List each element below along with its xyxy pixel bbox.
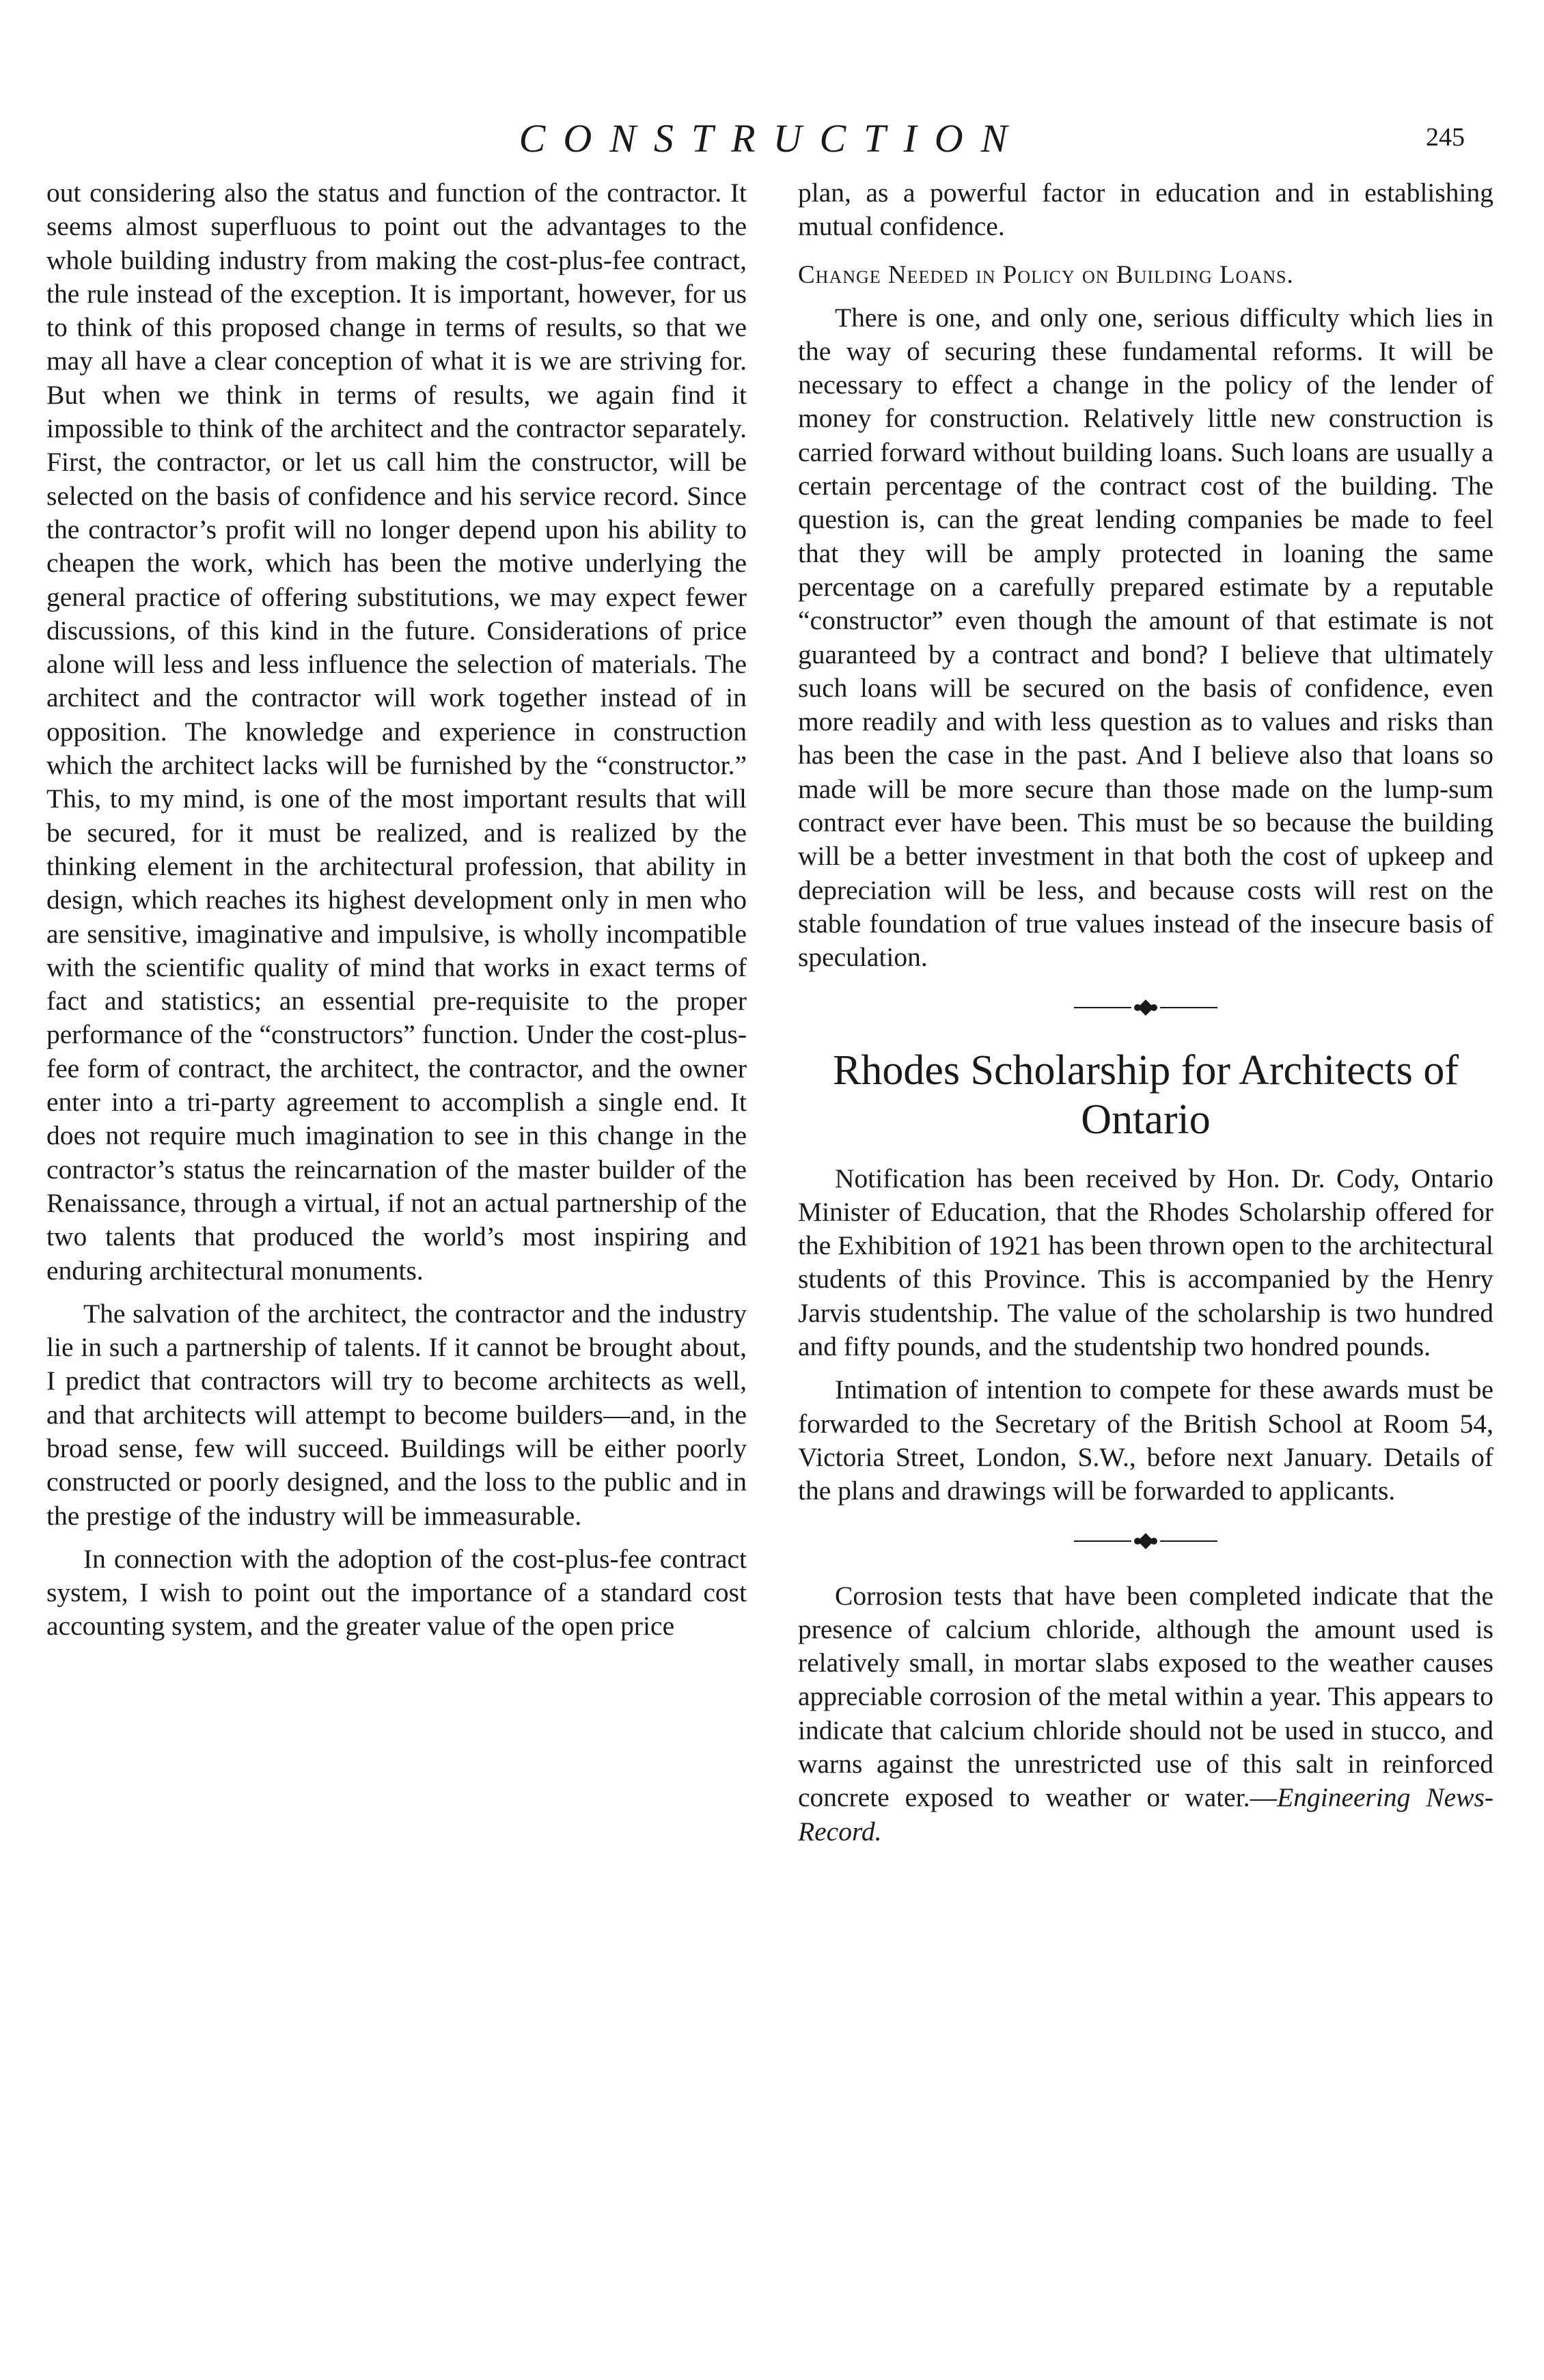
paragraph-salvation: The salvation of the architect, the contractor and the industry lie in such a partnership of talents. If it cannot be brought about, I predict that contractors will try to become architects as well, and that architects will attempt to become builders—and, in the broad sense, few will succeed. Buildings will be either poorly constructed or poorly designed, and the loss to the public and in the prestige of the industry will be immeasurable. [46,1298,747,1531]
paragraph-rhodes-notification: Notification has been received by Hon. Dr. Cody, Ontario Minister of Education, that the Rhodes Scholarship offered for the Exhibition of 1921 has been thrown open to the architectural students of this Province. This is accompanied by the Henry Jarvis studentship. The value of the scholarship is two hundred and fifty pounds, and the studentship two hondred pounds. [798,1163,1493,1362]
running-head [0,115,1544,169]
ornamental-divider [1074,994,1217,1021]
page-number: 245 [1426,123,1465,152]
divider-line-right [1160,1007,1217,1008]
corrosion-text: Corrosion tests that have been completed indicate that the presence of calcium chloride, although the amount used is relatively small, in mortar slabs exposed to the weather causes appreciable corrosion of the metal within a year. This appears to indicate that calcium chloride should not be used in stucco, and warns against the unrestricted use of this salt in reinforced concrete exposed to weather or water.— [798,1580,1493,1813]
corrosion-credit: Engineering News-Record. [798,1782,1493,1846]
paragraph-building-loans: There is one, and only one, serious difficulty which lies in the way of securing these fundamental reforms. It will be necessary to effect a change in the policy of the lender of money for construction. Relatively little new construction is carried forward without building loans. Such loans are usually a certain percentage of the contract cost of the building. The question is, can the great lending companies be made to feel that they will be amply protected in loaning the same percentage on a carefully prepared estimate by a reputable “constructor” even though the amount of that estimate is not guaranteed by a contract and bond? I believe that ultimately such loans will be secured on the basis of confidence, even more readily and with less question as to values and risks than has been the case in the past. And I believe also that loans so made will be more secure than those made on the lump-sum contract ever have been. This must be so because the building will be a better investment in that both the cost of upkeep and depreciation will be less, and because costs will rest on the stable foundation of true values instead of the insecure basis of speculation. [798,302,1493,973]
journal-title: CONSTRUCTION [519,116,1025,161]
divider-dot-right [1150,1004,1157,1011]
paragraph-rhodes-intimation: Intimation of intention to compete for these awards must be forwarded to the Secretary of the British School at Room 54, Victoria Street, London, S.W., before next January. Details of the plans and drawings will be forwarded to applicants. [798,1374,1493,1506]
divider-dot-right [1150,1538,1157,1545]
left-column [46,176,747,1644]
paragraph-contractor-status: out considering also the status and function of the contractor. It seems almost superfluous to point out the advantages to the whole building industry from making the cost-plus-fee contract, the rule instead of the exception. It is important, however, for us to think of this proposed change in terms of results, so that we may all have a clear conception of what it is we are striving for. But when we think in terms of results, we again find it impossible to think of the architect and the contractor separately. First, the contractor, or let us call him the constructor, will be selected on the basis of confidence and his service record. Since the contractor’s profit will no longer depend upon his ability to cheapen the work, which has been the motive underlying the general practice of offering substitutions, we may expect fewer discussions, of this kind in the future. Considerations of price alone will less and less influence the selection of materials. The architect and the contractor will work together instead of in opposition. The knowledge and experience in construction which the architect lacks will be furnished by the “constructor.” This, to my mind, is one of the most important results that will be secured, for it must be realized, and is realized by the thinking element in the architectural profession, that ability in design, which reaches its highest development only in men who are sensitive, imaginative and impulsive, is wholly incompatible with the scientific quality of mind that works in exact terms of fact and statistics; an essential pre-requisite to the proper performance of the “constructors” function. Under the cost-plus-fee form of contract, the architect, the contractor, and the owner enter into a tri-party agreement to accomplish a single end. It does not require much imagination to see in this change in the contractor’s status the reincarnation of the master builder of the Renaissance, through a virtual, if not an actual partnership of the two talents that produced the world’s most inspiring and enduring architectural monuments. [46,178,747,1286]
divider-line-left [1074,1007,1131,1008]
paragraph-continuation: plan, as a powerful factor in education and in establishing mutual confidence. [798,178,1493,242]
paragraph-corrosion [798,1579,1493,1849]
paragraph-cost-accounting: In connection with the adoption of the cost-plus-fee contract system, I wish to point out the importance of a standard cost accounting system, and the greater value of the open price [46,1543,747,1642]
article-title: Rhodes Scholarship for Architects of Ontario [832,1047,1459,1143]
divider-line-left [1074,1540,1131,1542]
ornamental-divider-2 [1074,1527,1217,1555]
divider-line-right [1160,1540,1217,1542]
section-subhead: Change Needed in Policy on Building Loans. [798,260,1294,289]
right-column [798,176,1493,1849]
